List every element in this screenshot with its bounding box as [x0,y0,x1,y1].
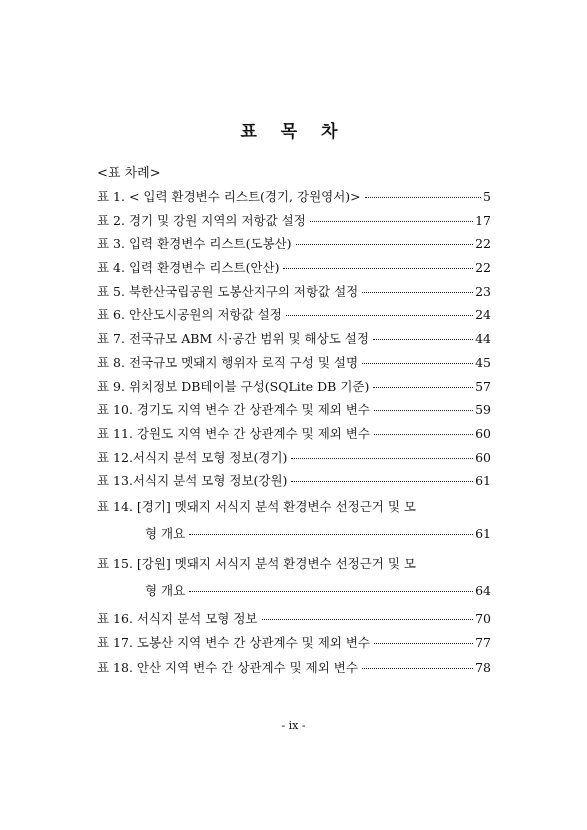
toc-entry-label: 표 17. 도봉산 지역 변수 간 상관계수 및 제외 변수 [97,635,370,651]
toc-entry-label: 표 11. 강원도 지역 변수 간 상관계수 및 제외 변수 [97,425,370,441]
toc-entry-8[interactable] [97,353,491,377]
toc-page-number: 60 [475,425,491,441]
toc-entry-7[interactable] [97,329,491,353]
toc-page-number: 24 [475,307,491,323]
page-title: 표 목 차 [240,122,347,142]
toc-entry-label: 표 7. 전국규모 ABM 시·공간 범위 및 해상도 설정 [97,331,369,347]
toc-page-number: 61 [475,525,491,541]
toc-entry-18[interactable] [97,658,491,683]
toc-page-number: 78 [475,659,491,675]
toc-page-number: 22 [475,236,491,252]
toc-entry-label: 표 12.서식지 분석 모형 정보(경기) [97,449,288,465]
toc-entry-label: 표 18. 안산 지역 변수 간 상관계수 및 제외 변수 [97,659,358,675]
toc-page-number: 77 [475,635,491,651]
toc-entry-15[interactable] [97,552,491,609]
dot-leader [362,292,473,293]
toc-entry-17[interactable] [97,633,491,658]
toc-entry-label: 표 10. 경기도 지역 변수 간 상관계수 및 제외 변수 [97,402,370,418]
toc-page-number: 57 [475,378,491,394]
dot-leader [262,619,474,620]
section-heading: <표 차례> [97,166,161,181]
dot-leader [189,591,473,592]
toc-entry-label: 표 15. [강원] 멧돼지 서식지 분석 환경변수 선정근거 및 모 [97,555,416,571]
toc-entry-label: 표 16. 서식지 분석 모형 정보 [97,610,258,626]
toc-entry-13[interactable] [97,471,491,495]
toc-entry-16[interactable] [97,609,491,634]
toc-entry-continuation [97,581,491,599]
dot-leader [296,244,474,245]
toc-page-number: 59 [475,402,491,418]
toc-entry-6[interactable] [97,305,491,329]
toc-entry-label: 표 4. 입력 환경변수 리스트(안산) [97,260,280,276]
toc-entry-4[interactable] [97,258,491,282]
dot-leader [291,481,473,482]
toc-page-number: 60 [475,449,491,465]
toc-entry-12[interactable] [97,448,491,472]
toc-page-number: 23 [475,283,491,299]
toc-entry-2[interactable] [97,211,491,235]
toc-entry-9[interactable] [97,377,491,401]
page-number-footer: - ix - [281,719,306,732]
dot-leader [374,643,473,644]
toc-entry-continuation [97,524,491,542]
toc-entry-label: 표 8. 전국규모 멧돼지 행위자 로직 구성 및 설명 [97,354,359,370]
dot-leader [373,387,473,388]
toc-page-number: 17 [475,212,491,228]
toc-entry-label-continued: 형 개요 [145,582,186,598]
toc-page-number: 5 [483,189,491,204]
toc-entry-11[interactable] [97,424,491,448]
dot-leader [286,315,473,316]
toc-page-number: 70 [475,610,491,626]
toc-entry-label: 표 9. 위치정보 DB테이블 구성(SQLite DB 기준) [97,378,370,394]
toc-entry-3[interactable] [97,234,491,258]
toc-entry-1[interactable] [97,187,491,211]
dot-leader [291,458,473,459]
dot-leader [365,197,481,198]
toc-entry-label: 표 3. 입력 환경변수 리스트(도봉산) [97,236,292,252]
toc-entry-10[interactable] [97,400,491,424]
dot-leader [362,668,473,669]
dot-leader [373,339,473,340]
toc-entry-label: 표 2. 경기 및 강원 지역의 저항값 설정 [97,212,306,228]
dot-leader [189,534,473,535]
toc-entry-label-continued: 형 개요 [145,525,186,541]
toc-entry-label: 표 14. [경기] 멧돼지 서식지 분석 환경변수 선정근거 및 모 [97,498,416,514]
toc-entry-label: 표 6. 안산도시공원의 저항값 설정 [97,307,282,323]
toc-page-number: 45 [475,354,491,370]
toc-entry-label: 표 5. 북한산국립공원 도봉산지구의 저항값 설정 [97,283,359,299]
toc-page-number: 61 [475,473,491,489]
toc-entry-14[interactable] [97,495,491,552]
dot-leader [283,268,473,269]
dot-leader [362,363,473,364]
toc-page-number: 22 [475,260,491,276]
toc-entry-label: 표 1. < 입력 환경변수 리스트(경기, 강원영서)> [97,189,361,204]
dot-leader [374,434,473,435]
toc-page-number: 44 [475,331,491,347]
toc-entry-label: 표 13.서식지 분석 모형 정보(강원) [97,473,288,489]
dot-leader [374,410,473,411]
toc-entry-5[interactable] [97,282,491,306]
table-of-contents [97,187,491,682]
toc-page-number: 64 [475,582,491,598]
dot-leader [310,221,473,222]
